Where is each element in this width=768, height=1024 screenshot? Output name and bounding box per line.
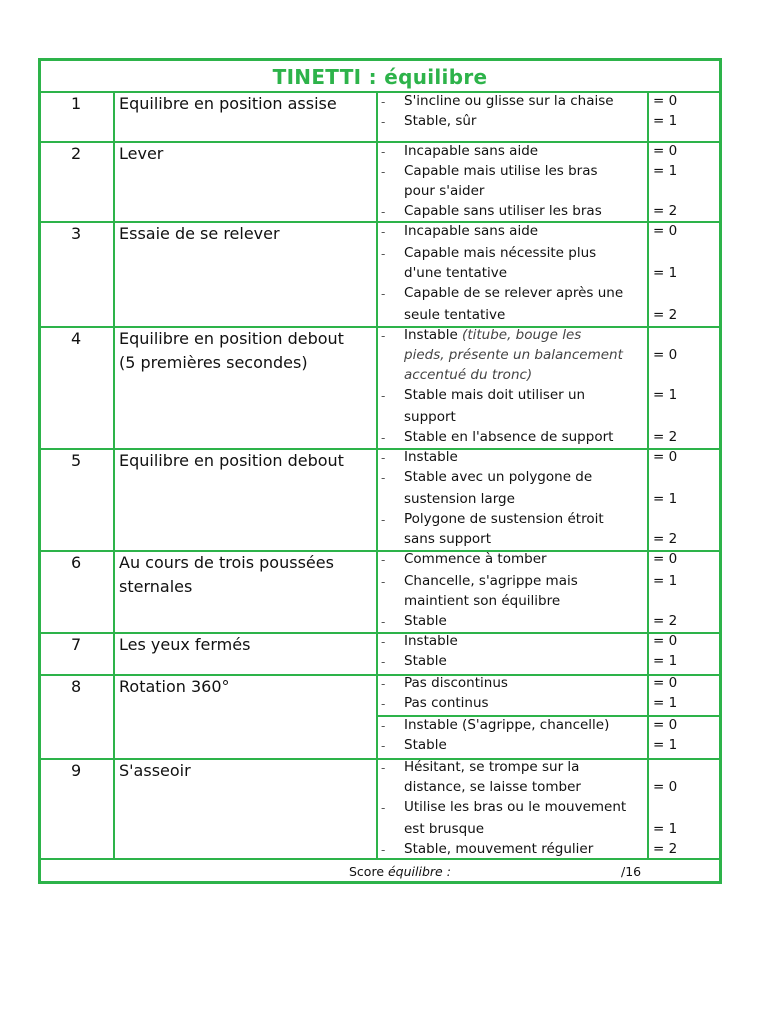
bullet-dash: -	[381, 165, 386, 179]
row-divider	[41, 632, 719, 634]
item-label: sternales	[119, 577, 193, 596]
bullet-dash: -	[381, 843, 386, 857]
criterion-text: Instable (S'agrippe, chancelle)	[404, 717, 610, 733]
bullet-dash: -	[381, 451, 386, 465]
score-label: Score	[349, 864, 388, 879]
criterion-score: = 0	[653, 93, 678, 109]
bullet-dash: -	[381, 719, 386, 733]
criterion-text: Stable	[404, 613, 447, 629]
criterion-score: = 2	[653, 307, 678, 323]
criterion-text: d'une tentative	[404, 265, 508, 281]
row-divider	[41, 221, 719, 223]
bullet-dash: -	[381, 677, 386, 691]
bullet-dash: -	[381, 205, 386, 219]
bullet-dash: -	[381, 553, 386, 567]
criterion-score: = 0	[653, 223, 678, 239]
criterion-score: = 1	[653, 163, 678, 179]
item-label: Les yeux fermés	[119, 635, 251, 654]
criterion-text: Capable sans utiliser les bras	[404, 203, 602, 219]
criterion-note: pieds, présente un balancement	[404, 347, 623, 363]
bullet-dash: -	[381, 329, 386, 343]
criterion-score: = 2	[653, 203, 678, 219]
criterion-text: maintient son équilibre	[404, 593, 561, 609]
criterion-text: Incapable sans aide	[404, 143, 539, 159]
criterion-score: = 0	[653, 551, 678, 567]
criterion-text: Commence à tomber	[404, 551, 547, 567]
criterion-text: Stable, mouvement régulier	[404, 841, 594, 857]
item-number: 3	[71, 224, 82, 243]
criterion-score: = 1	[653, 113, 678, 129]
bullet-dash: -	[381, 287, 386, 301]
item-number: 9	[71, 761, 82, 780]
row-divider	[41, 448, 719, 450]
criterion-text: Stable	[404, 653, 447, 669]
criterion-text: Stable avec un polygone de	[404, 469, 593, 485]
item-label: Equilibre en position debout	[119, 451, 344, 470]
criterion-text: Capable de se relever après une	[404, 285, 624, 301]
item-number: 1	[71, 94, 82, 113]
bullet-dash: -	[381, 513, 386, 527]
bullet-dash: -	[381, 145, 386, 159]
item-label: Rotation 360°	[119, 677, 230, 696]
criterion-score: = 2	[653, 613, 678, 629]
criterion-text: distance, se laisse tomber	[404, 779, 581, 795]
criterion-score: = 2	[653, 531, 678, 547]
score-total: /16	[621, 864, 642, 879]
item-number: 5	[71, 451, 82, 470]
criterion-text: S'incline ou glisse sur la chaise	[404, 93, 614, 109]
criterion-score: = 0	[653, 347, 678, 363]
criterion-score: = 0	[653, 779, 678, 795]
bullet-dash: -	[381, 739, 386, 753]
criterion-note: accentué du tronc)	[404, 367, 533, 383]
bullet-dash: -	[381, 575, 386, 589]
criterion-text: Pas continus	[404, 695, 489, 711]
criterion-text: Stable	[404, 737, 447, 753]
bullet-dash: -	[381, 801, 386, 815]
item-label: Equilibre en position debout	[119, 329, 344, 348]
bullet-dash: -	[381, 95, 386, 109]
bullet-dash: -	[381, 247, 386, 261]
criterion-text: est brusque	[404, 821, 485, 837]
bullet-dash: -	[381, 655, 386, 669]
criterion-note: (titube, bouge les	[457, 327, 582, 343]
criterion-text: Instable	[404, 633, 458, 649]
criterion-score: = 1	[653, 695, 678, 711]
criterion-score: = 1	[653, 265, 678, 281]
score-label-italic: équilibre :	[387, 864, 451, 879]
criterion-text: sans support	[404, 531, 492, 547]
criterion-score: = 0	[653, 143, 678, 159]
column-divider	[376, 91, 378, 858]
criterion-text: pour s'aider	[404, 183, 485, 199]
item-label: S'asseoir	[119, 761, 191, 780]
criterion-text: sustension large	[404, 491, 515, 507]
criterion-text: Stable en l'absence de support	[404, 429, 614, 445]
criterion-score: = 0	[653, 717, 678, 733]
criterion-score: = 1	[653, 653, 678, 669]
criterion-text: Instable	[404, 449, 458, 465]
criterion-text: Stable, sûr	[404, 113, 477, 129]
bullet-dash: -	[381, 471, 386, 485]
criterion-score: = 1	[653, 491, 678, 507]
item-number: 8	[71, 677, 82, 696]
column-divider	[113, 91, 115, 858]
bullet-dash: -	[381, 115, 386, 129]
criterion-text: Stable mais doit utiliser un	[404, 387, 586, 403]
title-divider	[41, 91, 719, 93]
item-number: 7	[71, 635, 82, 654]
tinetti-balance-table	[38, 58, 722, 884]
criterion-text: support	[404, 409, 456, 425]
criterion-score: = 0	[653, 675, 678, 691]
item-label: (5 premières secondes)	[119, 353, 308, 372]
criterion-text: Capable mais nécessite plus	[404, 245, 597, 261]
criterion-score: = 2	[653, 841, 678, 857]
row-divider	[41, 550, 719, 552]
item-label: Equilibre en position assise	[119, 94, 337, 113]
criterion-text: Capable mais utilise les bras	[404, 163, 598, 179]
row-divider	[41, 758, 719, 760]
bullet-dash: -	[381, 635, 386, 649]
bullet-dash: -	[381, 615, 386, 629]
column-divider	[647, 91, 649, 858]
table-title: TINETTI : équilibre	[272, 65, 488, 89]
bullet-dash: -	[381, 697, 386, 711]
bullet-dash: -	[381, 389, 386, 403]
criterion-text: Pas discontinus	[404, 675, 508, 691]
item-number: 6	[71, 553, 82, 572]
criterion-score: = 0	[653, 449, 678, 465]
item-number: 4	[71, 329, 82, 348]
bullet-dash: -	[381, 761, 386, 775]
score-summary	[349, 864, 451, 879]
footer-divider	[41, 858, 719, 860]
criterion-text: Instable (titube, bouge les	[404, 327, 582, 343]
criterion-score: = 1	[653, 821, 678, 837]
criterion-score: = 1	[653, 387, 678, 403]
criterion-score: = 1	[653, 573, 678, 589]
criterion-text: Hésitant, se trompe sur la	[404, 759, 580, 775]
item-label: Lever	[119, 144, 164, 163]
criterion-text: Chancelle, s'agrippe mais	[404, 573, 578, 589]
criterion-text: Incapable sans aide	[404, 223, 539, 239]
criterion-text: Utilise les bras ou le mouvement	[404, 799, 627, 815]
bullet-dash: -	[381, 431, 386, 445]
criterion-score: = 2	[653, 429, 678, 445]
row-divider	[41, 326, 719, 328]
item-label: Essaie de se relever	[119, 224, 280, 243]
row-divider	[41, 674, 719, 676]
criterion-score: = 0	[653, 633, 678, 649]
criterion-score: = 1	[653, 737, 678, 753]
bullet-dash: -	[381, 225, 386, 239]
row-divider	[41, 141, 719, 143]
criterion-text: seule tentative	[404, 307, 506, 323]
criterion-text: Polygone de sustension étroit	[404, 511, 604, 527]
item-label: Au cours de trois poussées	[119, 553, 334, 572]
item-number: 2	[71, 144, 82, 163]
